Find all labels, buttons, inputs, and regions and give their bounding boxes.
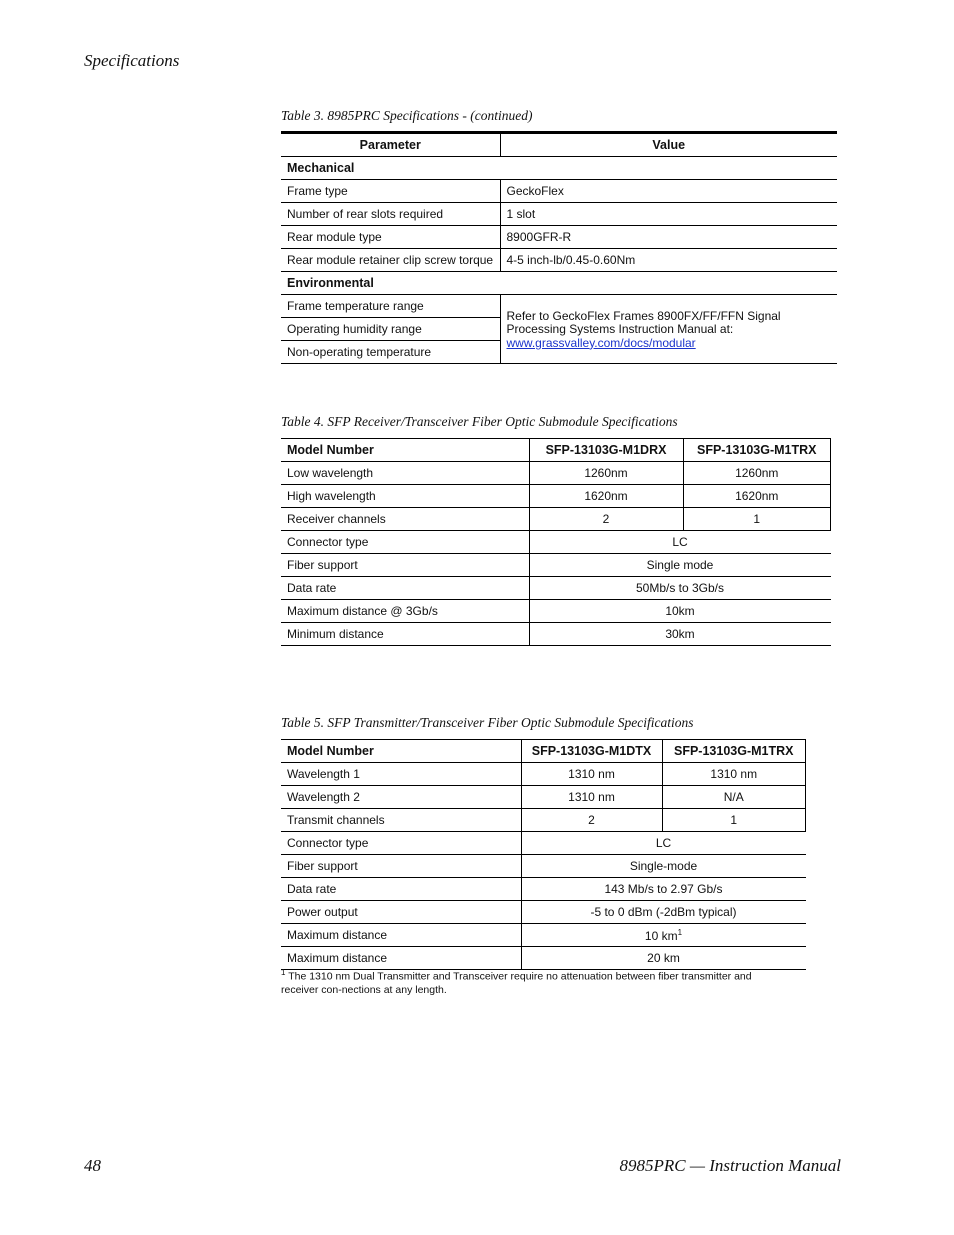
table4-row (281, 554, 831, 577)
table4-value: 30km (529, 623, 831, 646)
table5-row (281, 924, 806, 947)
grassvalley-docs-link[interactable]: www.grassvalley.com/docs/modular (506, 335, 696, 350)
footnote-marker: 1 (677, 927, 683, 937)
footnote-text: The 1310 nm Dual Transmitter and Transceiver require no attenuation between fiber transmitter and receiver con-nections at any length. (281, 970, 752, 996)
table3-row (281, 180, 837, 203)
table3-value: 4-5 inch-lb/0.45-0.60Nm (500, 249, 837, 272)
table3-param: Rear module retainer clip screw torque (281, 249, 500, 272)
table3-row (281, 249, 837, 272)
table3-specifications (281, 131, 837, 364)
table5-param: Data rate (281, 878, 521, 901)
table5-row (281, 763, 806, 786)
table5-row (281, 809, 806, 832)
table3-row (281, 226, 837, 249)
table3-section-row (281, 272, 837, 295)
table5-param: Wavelength 1 (281, 763, 521, 786)
table5-transmitter-specifications (281, 739, 806, 970)
table3-param: Rear module type (281, 226, 500, 249)
table4-value: 10km (529, 600, 831, 623)
table5-row (281, 855, 806, 878)
table5-value: N/A (662, 786, 806, 809)
table4-caption: Table 4. SFP Receiver/Transceiver Fiber Optic Submodule Specifications (281, 414, 678, 429)
table5-param: Fiber support (281, 855, 521, 878)
manual-title: 8985PRC — Instruction Manual (619, 1156, 841, 1175)
table5-param: Wavelength 2 (281, 786, 521, 809)
table5-value: Single-mode (521, 855, 806, 878)
table3-row (281, 295, 837, 318)
table4-header-m1drx: SFP-13103G-M1DRX (529, 439, 683, 462)
table5-header-model: Model Number (281, 740, 521, 763)
table4-row (281, 600, 831, 623)
table5-footnote (281, 966, 791, 997)
table5-value: 20 km (521, 947, 806, 970)
table4-value: 50Mb/s to 3Gb/s (529, 577, 831, 600)
table5-caption: Table 5. SFP Transmitter/Transceiver Fiber Optic Submodule Specifications (281, 715, 694, 730)
table4-param: Minimum distance (281, 623, 529, 646)
table4-value: 1260nm (529, 462, 683, 485)
table3-section-mechanical: Mechanical (281, 157, 837, 180)
table3-param: Frame temperature range (281, 295, 500, 318)
table4-value: 2 (529, 508, 683, 531)
table5-value: 143 Mb/s to 2.97 Gb/s (521, 878, 806, 901)
table5-value (521, 924, 806, 947)
table5-row (281, 901, 806, 924)
table3-header-parameter: Parameter (281, 133, 500, 157)
table5-value: 1310 nm (521, 786, 662, 809)
table4-value: Single mode (529, 554, 831, 577)
table5-value: 1310 nm (521, 763, 662, 786)
table4-param: Fiber support (281, 554, 529, 577)
table3-param: Number of rear slots required (281, 203, 500, 226)
table4-param: Receiver channels (281, 508, 529, 531)
footnote-number: 1 (281, 968, 286, 977)
table5-param: Maximum distance (281, 924, 521, 947)
table4-value: 1620nm (529, 485, 683, 508)
table5-header-row (281, 740, 806, 763)
table3-value: 1 slot (500, 203, 837, 226)
table5-value: 1 (662, 809, 806, 832)
table3-environmental-value (500, 295, 837, 364)
table4-param: High wavelength (281, 485, 529, 508)
table4-row (281, 623, 831, 646)
running-head: Specifications (84, 51, 180, 70)
table4-row (281, 577, 831, 600)
max-distance-value: 10 km (644, 928, 678, 943)
table4-value: 1260nm (683, 462, 831, 485)
table4-receiver-specifications (281, 438, 831, 646)
table4-row (281, 531, 831, 554)
table4-value: 1620nm (683, 485, 831, 508)
table5-header-m1dtx: SFP-13103G-M1DTX (521, 740, 662, 763)
table4-row (281, 508, 831, 531)
page-number: 48 (84, 1156, 101, 1175)
table4-value: LC (529, 531, 831, 554)
table5-value: LC (521, 832, 806, 855)
table4-header-m1trx: SFP-13103G-M1TRX (683, 439, 831, 462)
table5-param: Power output (281, 901, 521, 924)
table3-section-environmental: Environmental (281, 272, 837, 295)
table4-row (281, 485, 831, 508)
table3-header-row (281, 133, 837, 157)
table3-caption: Table 3. 8985PRC Specifications - (continued) (281, 108, 533, 123)
table4-param: Connector type (281, 531, 529, 554)
table3-param: Frame type (281, 180, 500, 203)
table5-param: Connector type (281, 832, 521, 855)
table3-value: GeckoFlex (500, 180, 837, 203)
table3-section-row (281, 157, 837, 180)
table5-param: Transmit channels (281, 809, 521, 832)
table3-value: 8900GFR-R (500, 226, 837, 249)
table4-row (281, 462, 831, 485)
table5-row (281, 832, 806, 855)
table4-param: Low wavelength (281, 462, 529, 485)
table4-header-row (281, 439, 831, 462)
table5-header-m1trx: SFP-13103G-M1TRX (662, 740, 806, 763)
table5-row (281, 786, 806, 809)
table5-value: -5 to 0 dBm (-2dBm typical) (521, 901, 806, 924)
table4-param: Data rate (281, 577, 529, 600)
environmental-reference-text: Refer to GeckoFlex Frames 8900FX/FF/FFN Signal Processing Systems Instruction Manual at: (506, 308, 781, 337)
table3-param: Non-operating temperature (281, 341, 500, 364)
table4-param: Maximum distance @ 3Gb/s (281, 600, 529, 623)
table5-value: 1310 nm (662, 763, 806, 786)
table4-header-model: Model Number (281, 439, 529, 462)
table4-value: 1 (683, 508, 831, 531)
table5-param: Maximum distance (281, 947, 521, 970)
table5-value: 2 (521, 809, 662, 832)
table5-row (281, 878, 806, 901)
table3-row (281, 203, 837, 226)
table3-header-value: Value (500, 133, 837, 157)
table3-param: Operating humidity range (281, 318, 500, 341)
